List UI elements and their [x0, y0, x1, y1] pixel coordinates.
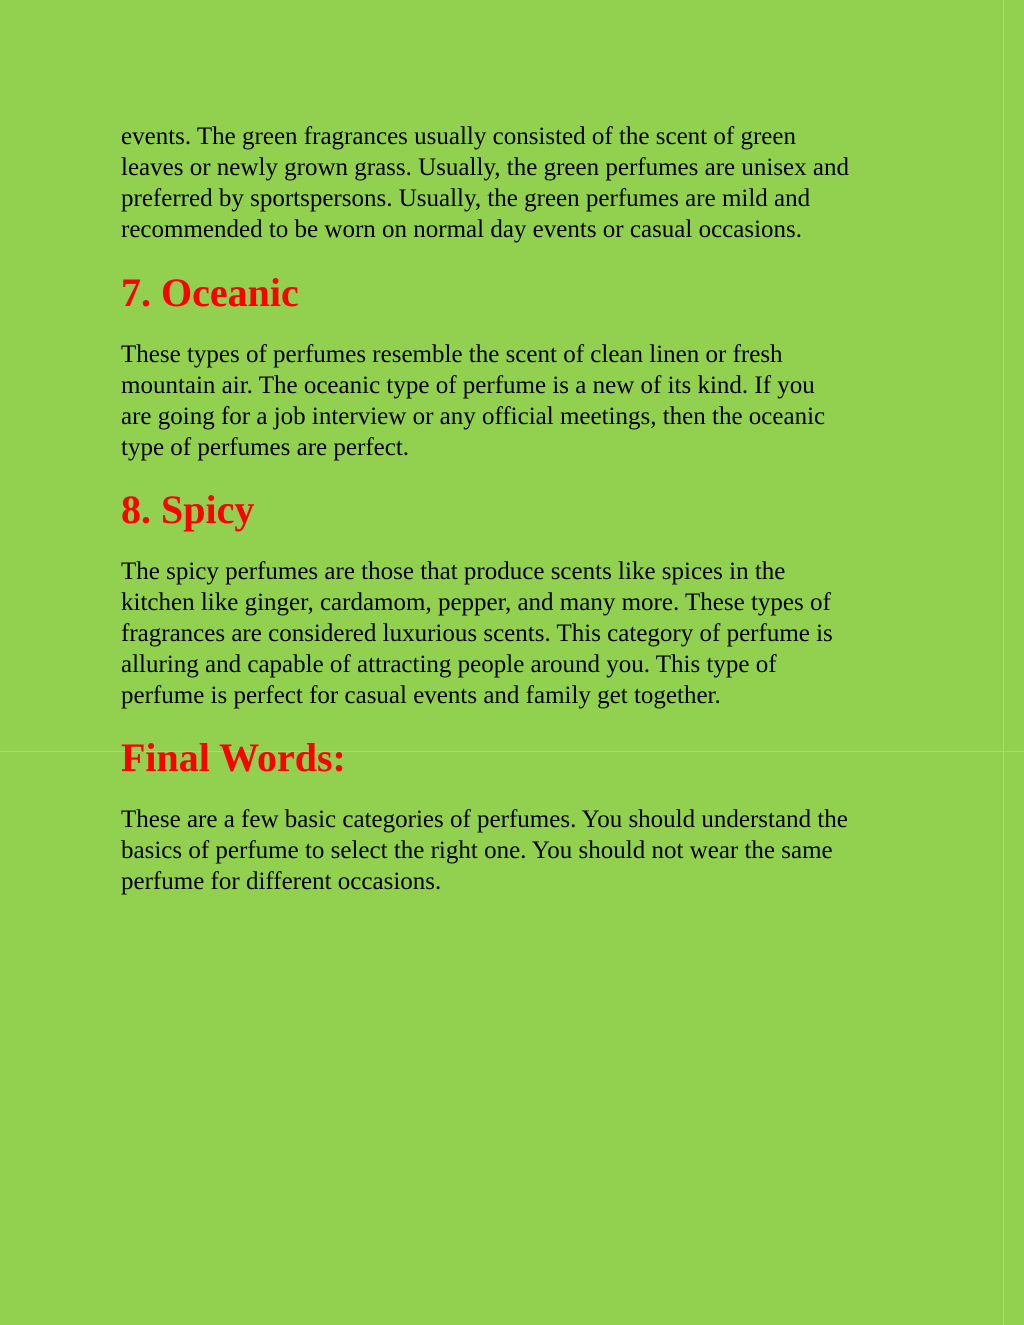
paragraph-line: mountain air. The oceanic type of perfume is a new of its kind. If you [121, 372, 815, 399]
paragraph-line: kitchen like ginger, cardamom, pepper, and many more. These types of [121, 589, 831, 616]
paragraph-line: These types of perfumes resemble the scent of clean linen or fresh [121, 341, 783, 368]
paragraph-line: perfume for different occasions. [121, 868, 442, 895]
paragraph-line: fragrances are considered luxurious scents. This category of perfume is [121, 620, 833, 647]
intro-paragraph [121, 121, 849, 245]
paragraph-line: events. The green fragrances usually consisted of the scent of green [121, 123, 796, 150]
page-edge-divider [1003, 0, 1004, 1325]
paragraph-line: preferred by sportspersons. Usually, the green perfumes are mild and [121, 185, 811, 212]
paragraph-line: leaves or newly grown grass. Usually, the green perfumes are unisex and [121, 154, 850, 181]
spicy-paragraph [121, 556, 833, 711]
paragraph-line: basics of perfume to select the right one. You should not wear the same [121, 837, 833, 864]
paragraph-line: alluring and capable of attracting people around you. This type of [121, 651, 777, 678]
paragraph-line: perfume is perfect for casual events and family get together. [121, 682, 721, 709]
paragraph-line: The spicy perfumes are those that produce scents like spices in the [121, 558, 786, 585]
section-heading-final-words: Final Words: [121, 735, 346, 780]
paragraph-line: These are a few basic categories of perfumes. You should understand the [121, 806, 848, 833]
section-heading-spicy: 8. Spicy [121, 487, 255, 532]
paragraph-line: recommended to be worn on normal day events or casual occasions. [121, 216, 803, 243]
final-words-paragraph [121, 804, 848, 897]
oceanic-paragraph [121, 339, 825, 463]
section-heading-oceanic: 7. Oceanic [121, 270, 299, 315]
paragraph-line: type of perfumes are perfect. [121, 434, 410, 461]
paragraph-line: are going for a job interview or any official meetings, then the oceanic [121, 403, 826, 430]
